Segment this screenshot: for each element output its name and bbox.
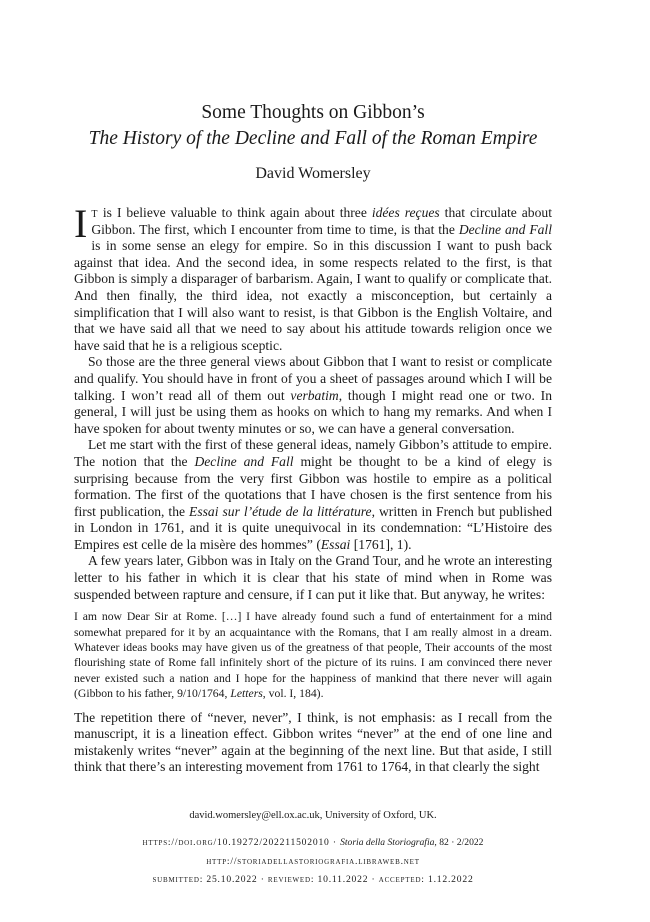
doi-line: https://doi.org/10.19272/202211502010 · Storia della Storiografia, 82 · 2/2022 — [142, 837, 484, 848]
journal-name: Storia della Storiografia — [340, 837, 435, 848]
drop-cap: I — [74, 201, 88, 246]
block-quote: I am now Dear Sir at Rome. […] I have already found such a fund of entertainment for a mind somewhat prepared for it by an acquaintance with the Romans, that I am really almost in a dream. Whatever ideas books may have given us of the greatness of that people, Their accounts of the most flourishing state of Rome fall infinitely short of the picture of its ruins. I am convinced there never never existed such a nation and I hope for the happiness of mankind that there never will again (Gibbon to his father, 9/10/1764, Letters, vol. I, 184). — [74, 610, 552, 701]
article-title-line1: Some Thoughts on Gibbon’s — [201, 102, 425, 123]
paragraph-2: So those are the three general views about Gibbon that I want to resist or complicate and qualify. You should have in front of you a sheet of passages around which I will be talking. I won’t read all of them out verbatim, though I might read one or two. In general, I will just be using them as hooks on which to hang my remarks. And when I have spoken for about twenty minutes or so, we can have a general conversation. — [74, 354, 552, 436]
journal-issue: , 82 · 2/2022 — [434, 837, 484, 848]
paragraph-1: It is I believe valuable to think again about three idées reçues that circulate about Gibbon. The first, which I encounter from time to time, is that the Decline and Fall is in some sense an elegy for empire. So in this discussion I want to push back against that idea. And the second idea, in some respects related to the first, is that Gibbon is simply a disparager of barbarism. Again, I want to qualify or complicate that. And then finally, the third idea, not exactly a misconception, but certainly a simplification that I will also want to resist, is that Gibbon is the English Voltaire, and that we have said all that we need to say about his attitude towards religion once we have said that he is a religious sceptic. — [74, 201, 552, 353]
article-title-line2: The History of the Decline and Fall of the Roman Empire — [88, 128, 538, 149]
submission-dates: submitted: 25.10.2022 · reviewed: 10.11.2022 · accepted: 1.12.2022 — [152, 874, 474, 885]
doi-link[interactable]: https://doi.org/10.19272/202211502010 — [142, 837, 330, 848]
author-email-affiliation: david.womersley@ell.ox.ac.uk, University of Oxford, UK. — [189, 810, 437, 821]
article-body — [74, 201, 552, 776]
paragraph-3: Let me start with the first of these general ideas, namely Gibbon’s attitude to empire. The notion that the Decline and Fall might be thought to be a kind of elegy is surprising because from the very first Gibbon was hostile to empire as a political formation. The first of the quotations that I have chosen is the first sentence from his first publication, the Essai sur l’étude de la littérature, written in French but published in London in 1761, and it is quite unequivocal in its condemnation: “L’Histoire des Empires est celle de la misère des hommes” (Essai [1761], 1). — [74, 437, 552, 552]
paragraph-5: The repetition there of “never, never”, I think, is not emphasis: as I recall from the manuscript, it is a lineation effect. Gibbon writes “never” at the end of one line and mistakenly writes “never” again at the beginning of the next line. But that aside, I still think that there’s an interesting movement from 1761 to 1764, in that clearly the sight — [74, 709, 552, 775]
journal-url[interactable]: http://storiadellastoriografia.libraweb.net — [206, 856, 420, 867]
paragraph-4: A few years later, Gibbon was in Italy on the Grand Tour, and he wrote an interesting letter to his father in which it is clear that his state of mind when in Rome was suspended between rapture and censure, if I can put it like that. But anyway, he writes: — [74, 553, 552, 602]
author-name: David Womersley — [255, 165, 371, 182]
